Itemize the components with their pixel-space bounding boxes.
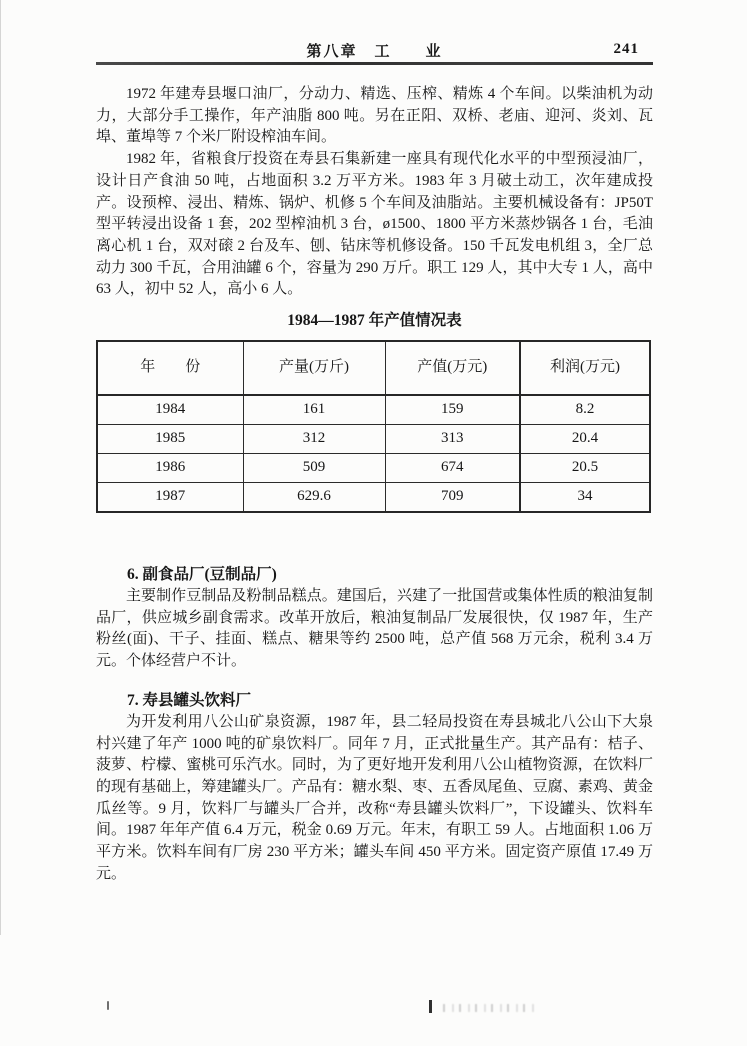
table-row (97, 395, 650, 425)
section-heading-cannery: 7. 寿县罐头饮料厂 (127, 691, 252, 709)
cell-value: 159 (385, 395, 520, 425)
section-body-food-factory: 主要制作豆制品及粉制品糕点。建国后，兴建了一批国营或集体性质的粮油复制品厂，供应城乡副食需求。改革开放后，粮油复制品厂发展很快，仅 1987 年，生产粉丝(面)、干子、挂面、糕点、糖果等约 2500 吨，总产值 568 万元余，税利 3.4 万元。个体经营户不计。 (96, 588, 653, 670)
cell-output: 509 (243, 454, 385, 483)
header-rule (96, 62, 653, 65)
cell-output: 629.6 (243, 483, 385, 513)
section-heading-food-factory: 6. 副食品厂(豆制品厂) (127, 566, 277, 584)
table-row (97, 454, 650, 483)
cell-year: 1986 (97, 454, 243, 483)
cell-profit: 34 (520, 483, 650, 513)
table-header-row (97, 341, 650, 395)
page-body (96, 84, 653, 885)
cell-profit: 8.2 (520, 395, 650, 425)
col-header-profit: 利润(万元) (520, 341, 650, 395)
table-row (97, 425, 650, 454)
cell-profit: 20.5 (520, 454, 650, 483)
cell-value: 709 (385, 483, 520, 513)
cell-output: 161 (243, 395, 385, 425)
cell-output: 312 (243, 425, 385, 454)
table-title: 1984—1987 年产值情况表 (287, 312, 462, 330)
section-body-cannery: 为开发利用八公山矿泉资源，1987 年，县二轻局投资在寿县城北八公山下大泉村兴建了年产 1000 吨的矿泉饮料厂。同年 7 月，正式批量生产。其产品有：桔子、菠萝、柠檬、蜜桃可乐汽水。同时，为了更好地开发利用八公山植物资源，在饮料厂的现有基础上，筹建罐头厂。产品有：糖水梨、枣、五香凤尾鱼、豆腐、素鸡、黄金瓜丝等。9 月，饮料厂与罐头厂合并，改称“寿县罐头饮料厂”，下设罐头、饮料车间。1987 年年产值 6.4 万元，税金 0.69 万元。年末，有职工 59 人。占地面积 1.06 万平方米。饮料车间有厂房 230 平方米；罐头车间 450 平方米。固定资产原值 17.49 万元。 (96, 713, 653, 882)
cell-year: 1985 (97, 425, 243, 454)
running-header (96, 40, 653, 62)
scan-artifact (107, 1001, 109, 1010)
scan-artifact (429, 1000, 432, 1013)
col-header-year: 年 份 (97, 341, 243, 395)
scan-left-edge-shadow (0, 0, 1, 935)
paragraph-1972-oil-mill: 1972 年建寿县堰口油厂，分动力、精选、压榨、精炼 4 个车间。以柴油机为动力，大部分手工操作，年产油脂 800 吨。另在正阳、双桥、老庙、迎河、炎刘、瓦埠、董埠等 7 个米厂附设榨油车间。 (96, 86, 653, 146)
cell-year: 1984 (97, 395, 243, 425)
page-number: 241 (613, 41, 639, 57)
cell-profit: 20.4 (520, 425, 650, 454)
production-value-table (96, 340, 651, 513)
col-header-output: 产量(万斤) (243, 341, 385, 395)
cell-value: 313 (385, 425, 520, 454)
cell-year: 1987 (97, 483, 243, 513)
col-header-value: 产值(万元) (385, 341, 520, 395)
table-row (97, 483, 650, 513)
chapter-title: 第八章 工 业 (306, 44, 443, 60)
paragraph-1982-oil-plant: 1982 年，省粮食厅投资在寿县石集新建一座具有现代化水平的中型预浸油厂，设计日产食油 50 吨，占地面积 3.2 万平方米。1983 年 3 月破土动工，次年建成投产。设预榨、浸出、精炼、锅炉、机修 5 个车间及油脂站。主要机械设备有：JP50T 型平转浸出设备 1 套，202 型榨油机 3 台，ø1500、1800 平方米蒸炒锅各 1 台，毛油离心机 1 台，双对磙 2 台及车、刨、钻床等机修设备。150 千瓦发电机组 3，全厂总动力 300 千瓦，合用油罐 6 个，容量为 290 万斤。职工 129 人，其中大专 1 人，高中 63 人，初中 52 人，高小 6 人。 (96, 151, 653, 298)
cell-value: 674 (385, 454, 520, 483)
scan-artifact (443, 1004, 538, 1012)
